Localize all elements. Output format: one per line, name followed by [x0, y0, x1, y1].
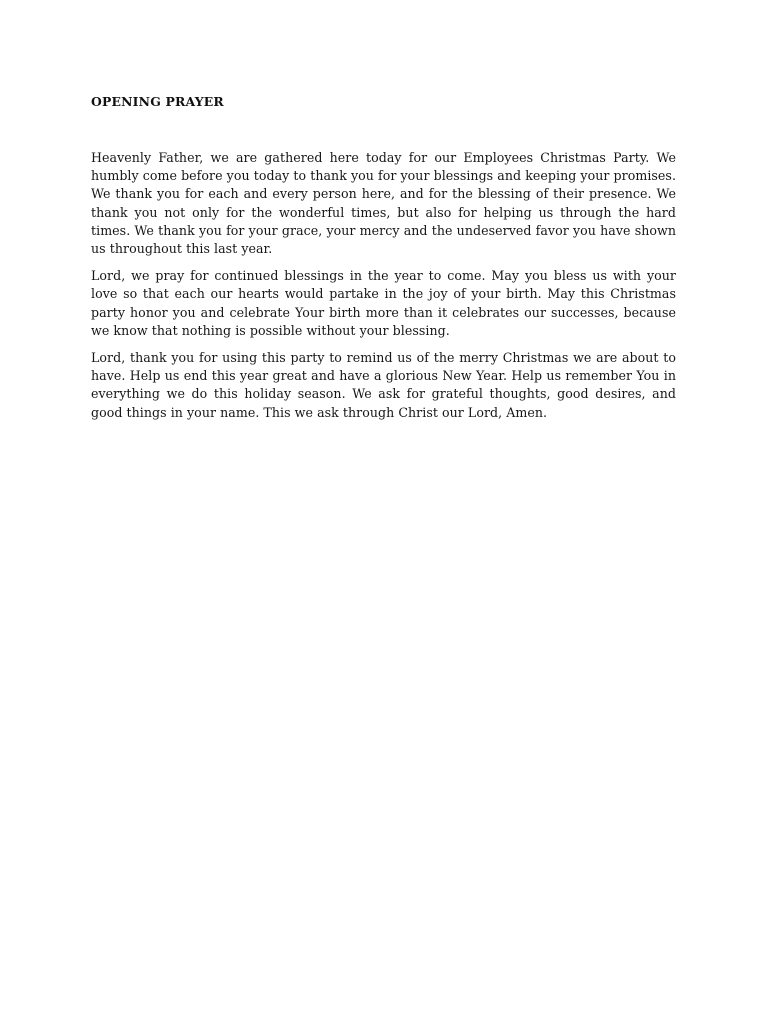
- document-title: OPENING PRAYER: [91, 94, 224, 109]
- paragraph-2: Lord, we pray for continued blessings in the year to come. May you bless us with your love so that each our hearts would partake in the joy of your birth. May this Christmas party honor you and celebrate Your birth more than it celebrates our successes, because we know that nothing is possible without your blessing.: [91, 268, 676, 338]
- document-body: [91, 149, 676, 431]
- paragraph-3: Lord, thank you for using this party to remind us of the merry Christmas we are about to have. Help us end this year great and have a glorious New Year. Help us remember You in everything we do this holiday season. We ask for grateful thoughts, good desires, and good things in your name. This we ask through Christ our Lord, Amen.: [91, 350, 676, 420]
- paragraph-1: Heavenly Father, we are gathered here today for our Employees Christmas Party. We humbly come before you today to thank you for your blessings and keeping your promises. We thank you for each and every person here, and for the blessing of their presence. We thank you not only for the wonderful times, but also for helping us through the hard times. We thank you for your grace, your mercy and the undeserved favor you have shown us throughout this last year.: [91, 150, 676, 257]
